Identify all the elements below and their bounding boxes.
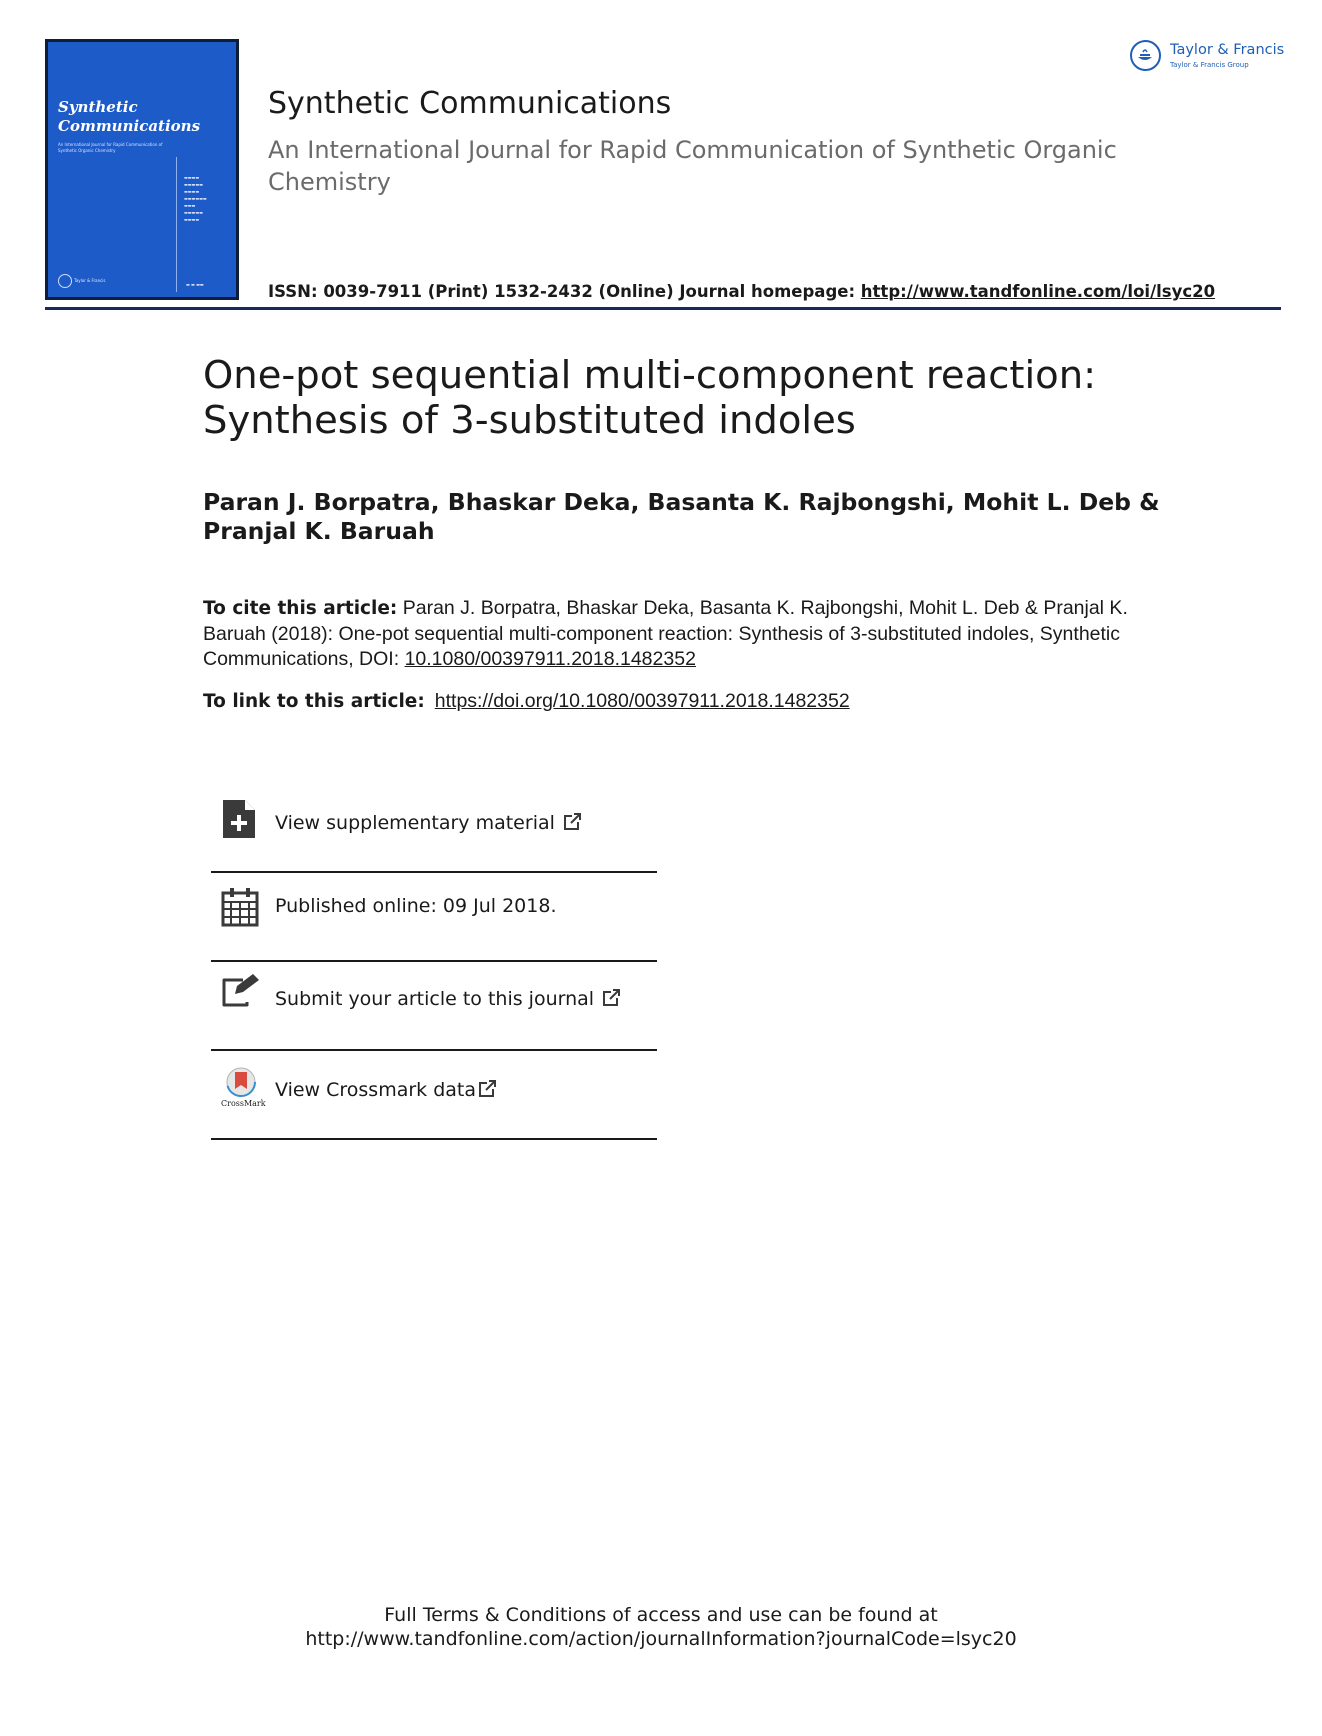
crossmark-caption: CrossMark <box>221 1099 266 1108</box>
article-title: One-pot sequential multi-component reaction: Synthesis of 3-substituted indoles <box>203 353 1097 443</box>
submit-article-label[interactable]: Submit your article to this journal <box>275 988 595 1010</box>
add-file-icon <box>221 798 261 842</box>
publisher-group: Taylor & Francis Group <box>1170 61 1249 69</box>
crossmark-icon <box>221 1067 266 1111</box>
calendar-icon <box>221 887 261 931</box>
taylor-francis-logo-icon <box>1130 40 1161 71</box>
article-link-line <box>203 689 850 713</box>
cover-editors-block: ▬▬▬▬ ▬▬▬▬▬ ▬▬▬▬ ▬▬▬▬▬▬ ▬▬▬ ▬▬▬▬▬ ▬▬▬▬ <box>184 175 207 222</box>
published-online-label: Published online: 09 Jul 2018. <box>275 895 557 917</box>
footer-terms <box>0 1603 1322 1651</box>
issn-line <box>268 282 1215 301</box>
journal-title: Synthetic Communications <box>268 86 672 121</box>
external-link-icon <box>602 988 621 1007</box>
citation-label: To cite this article: <box>203 598 398 619</box>
publisher-name: Taylor & Francis <box>1170 42 1285 58</box>
journal-homepage-link[interactable]: http://www.tandfonline.com/loi/lsyc20 <box>860 282 1216 301</box>
footer-line-1: Full Terms & Conditions of access and use can be found at <box>384 1604 938 1626</box>
article-authors: Paran J. Borpatra, Bhaskar Deka, Basanta K. Rajbongshi, Mohit L. Deb & Pranjal K. Baruah <box>203 488 1160 545</box>
info-row-label <box>275 812 582 834</box>
citation-block <box>203 596 1143 673</box>
cover-subtitle: An International Journal for Rapid Communication of Synthetic Organic Chemistry <box>58 142 163 153</box>
supplementary-material-row[interactable] <box>211 784 657 873</box>
submit-article-row[interactable] <box>211 962 657 1051</box>
external-link-icon <box>478 1079 497 1098</box>
cover-publisher-logo-icon <box>58 274 72 288</box>
cover-title: Synthetic Communications <box>58 98 201 135</box>
journal-cover-image <box>45 39 239 300</box>
crossmark-row[interactable] <box>211 1051 657 1140</box>
article-link-label: To link to this article: <box>203 691 425 712</box>
article-doi-url-link[interactable]: https://doi.org/10.1080/00397911.2018.1482352 <box>434 690 850 712</box>
citation-text: Paran J. Borpatra, Bhaskar Deka, Basanta K. Rajbongshi, Mohit L. Deb & Pranjal K. Baruah (2018): One-pot sequential multi-component reaction: Synthesis of 3-substituted indoles, Synthetic Communications, DOI: <box>203 597 1128 670</box>
crossmark-label[interactable]: View Crossmark data <box>275 1079 477 1101</box>
supplementary-material-label[interactable]: View supplementary material <box>275 812 555 834</box>
cover-volume-info: ▬ ▬ ▬▬ <box>186 282 204 287</box>
info-row-label <box>275 1079 497 1101</box>
issn-text: ISSN: 0039-7911 (Print) 1532-2432 (Online) Journal homepage: <box>268 282 861 301</box>
journal-subtitle: An International Journal for Rapid Communication of Synthetic Organic Chemistry <box>268 136 1117 196</box>
external-link-icon <box>563 812 582 831</box>
publisher-logo <box>1128 38 1288 78</box>
published-online-row <box>211 873 657 962</box>
edit-icon <box>221 972 261 1016</box>
footer-terms-url[interactable]: http://www.tandfonline.com/action/journalInformation?journalCode=lsyc20 <box>305 1628 1017 1650</box>
cover-publisher-name: Taylor & Francis <box>74 278 106 283</box>
cover-divider <box>176 157 177 292</box>
info-row-label <box>275 988 621 1010</box>
header-divider <box>45 307 1281 310</box>
citation-doi-link[interactable]: 10.1080/00397911.2018.1482352 <box>404 648 696 670</box>
